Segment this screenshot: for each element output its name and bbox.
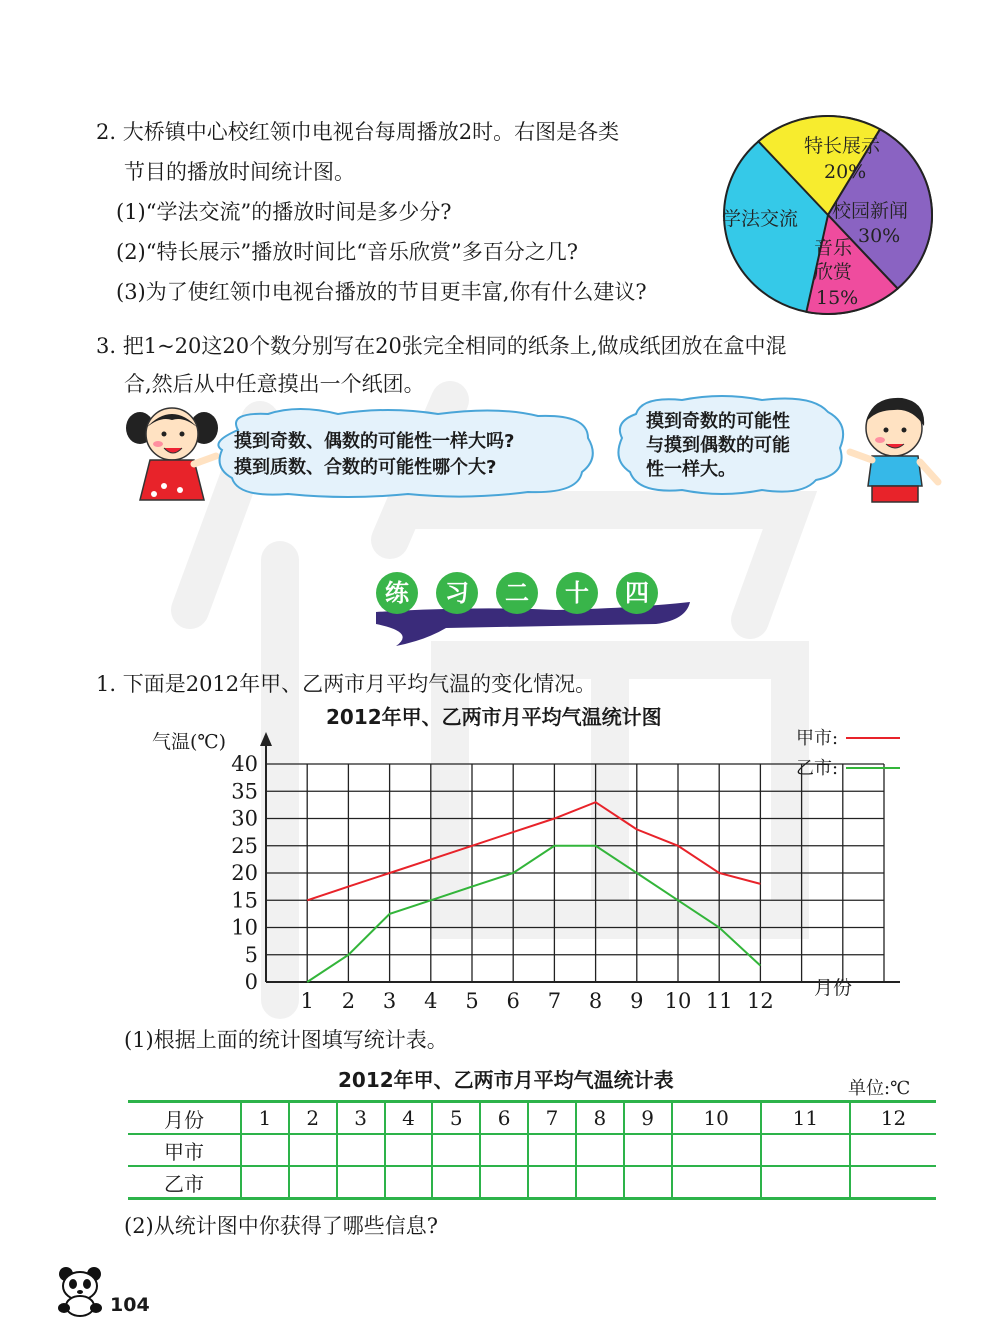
table-blank-cell[interactable] xyxy=(672,1166,761,1199)
table-blank-cell[interactable] xyxy=(241,1166,289,1199)
x-tick-label: 4 xyxy=(424,989,438,1013)
table-header-cell: 5 xyxy=(432,1102,480,1135)
table-header-cell: 4 xyxy=(385,1102,433,1135)
y-tick-label: 10 xyxy=(231,915,258,940)
boy-bubble-line2: 与摸到偶数的可能 xyxy=(646,435,790,456)
x-tick-label: 9 xyxy=(630,989,644,1013)
table-row-label: 甲市 xyxy=(128,1134,241,1166)
pie-label-yinyue-2: 欣赏 xyxy=(814,261,853,283)
table-header-cell: 10 xyxy=(672,1102,761,1135)
table-blank-cell[interactable] xyxy=(528,1166,576,1199)
pie-label-xiaoyuan-2: 30% xyxy=(858,225,901,247)
table-blank-cell[interactable] xyxy=(241,1134,289,1166)
table-row-yi xyxy=(128,1166,936,1199)
boy-bubble-line3: 性一样大。 xyxy=(646,459,736,480)
table-header-cell: 3 xyxy=(337,1102,385,1135)
table-blank-cell[interactable] xyxy=(672,1134,761,1166)
y-tick-label: 30 xyxy=(231,806,258,831)
legend-label-yi: 乙市: xyxy=(796,758,839,779)
page-number: 104 xyxy=(110,1294,150,1316)
q2-line2: 节目的播放时间统计图。 xyxy=(124,160,355,184)
x-tick-label: 12 xyxy=(747,989,774,1013)
pie-chart xyxy=(718,112,938,318)
banner-char-4: 十 xyxy=(556,572,598,614)
table-blank-cell[interactable] xyxy=(528,1134,576,1166)
ex1-sub2: (2)从统计图中你获得了哪些信息? xyxy=(124,1214,439,1238)
q2-line1: 2. 大桥镇中心校红领巾电视台每周播放2时。右图是各类 xyxy=(96,120,620,144)
banner-char-1: 练 xyxy=(376,572,418,614)
table-blank-cell[interactable] xyxy=(576,1134,624,1166)
table-title: 2012年甲、乙两市月平均气温统计表 xyxy=(338,1068,674,1092)
girl-speech-bubble xyxy=(208,408,600,500)
girl-bubble-line1: 摸到奇数、偶数的可能性一样大吗? xyxy=(234,431,515,452)
chart-x-ticks xyxy=(301,989,774,1013)
table-header-cell: 1 xyxy=(241,1102,289,1135)
x-tick-label: 6 xyxy=(506,989,520,1013)
table-blank-cell[interactable] xyxy=(480,1134,528,1166)
pie-label-xiaoyuan-1: 校园新闻 xyxy=(832,200,909,222)
table-blank-cell[interactable] xyxy=(337,1134,385,1166)
q2-sub3: (3)为了使红领巾电视台播放的节目更丰富,你有什么建议? xyxy=(116,280,647,304)
table-blank-cell[interactable] xyxy=(480,1166,528,1199)
table-header-cell: 6 xyxy=(480,1102,528,1135)
x-tick-label: 2 xyxy=(341,989,356,1013)
table-blank-cell[interactable] xyxy=(432,1166,480,1199)
table-blank-cell[interactable] xyxy=(624,1166,672,1199)
x-tick-label: 10 xyxy=(664,989,692,1013)
x-tick-label: 1 xyxy=(300,989,314,1013)
q3-line1: 3. 把1~20这20个数分别写在20张完全相同的纸条上,做成纸团放在盒中混 xyxy=(96,334,787,358)
x-tick-label: 7 xyxy=(547,989,562,1013)
y-tick-label: 35 xyxy=(231,779,258,804)
x-tick-label: 3 xyxy=(382,989,397,1013)
table-blank-cell[interactable] xyxy=(850,1166,936,1199)
series-line-jia xyxy=(307,802,760,900)
chart-title: 2012年甲、乙两市月平均气温统计图 xyxy=(326,705,662,729)
ex1-sub1: (1)根据上面的统计图填写统计表。 xyxy=(124,1028,448,1052)
table-header-cell: 7 xyxy=(528,1102,576,1135)
q2-sub2: (2)“特长展示”播放时间比“音乐欣赏”多百分之几? xyxy=(116,240,578,264)
q3-line2: 合,然后从中任意摸出一个纸团。 xyxy=(124,372,425,396)
chart-ylabel: 气温(℃) xyxy=(152,731,227,753)
chart-xlabel: 月份 xyxy=(814,977,853,999)
x-tick-label: 5 xyxy=(465,989,479,1013)
table-row-jia xyxy=(128,1134,936,1166)
q2-sub1: (1)“学法交流”的播放时间是多少分? xyxy=(116,200,452,224)
table-blank-cell[interactable] xyxy=(576,1166,624,1199)
y-tick-label: 0 xyxy=(244,970,258,994)
y-tick-label: 25 xyxy=(231,833,258,858)
section-banner xyxy=(376,572,666,614)
y-tick-label: 40 xyxy=(231,752,258,776)
table-blank-cell[interactable] xyxy=(432,1134,480,1166)
temperature-line-chart xyxy=(140,700,900,1020)
pie-label-yinyue-1: 音乐 xyxy=(814,237,853,259)
pie-label-techang-1: 特长展示 xyxy=(804,135,881,157)
table-header-cell: 11 xyxy=(761,1102,850,1135)
pie-label-techang-2: 20% xyxy=(824,161,867,183)
table-header-cell: 8 xyxy=(576,1102,624,1135)
x-tick-label: 11 xyxy=(705,989,733,1013)
ex1-intro: 1. 下面是2012年甲、乙两市月平均气温的变化情况。 xyxy=(96,672,597,696)
table-blank-cell[interactable] xyxy=(761,1166,850,1199)
table-header-cell: 9 xyxy=(624,1102,672,1135)
table-blank-cell[interactable] xyxy=(337,1166,385,1199)
y-tick-label: 5 xyxy=(244,942,258,967)
girl-bubble-line2: 摸到质数、合数的可能性哪个大? xyxy=(234,457,497,478)
legend-label-jia: 甲市: xyxy=(796,728,839,749)
table-header-row xyxy=(128,1102,936,1135)
table-header-cell: 月份 xyxy=(128,1102,241,1135)
pie-label-yinyue-3: 15% xyxy=(816,287,859,309)
boy-illustration xyxy=(842,392,946,510)
boy-bubble-line1: 摸到奇数的可能性 xyxy=(646,411,790,432)
table-blank-cell[interactable] xyxy=(385,1134,433,1166)
table-blank-cell[interactable] xyxy=(624,1134,672,1166)
table-blank-cell[interactable] xyxy=(289,1134,337,1166)
chart-grid xyxy=(266,764,884,982)
panda-icon xyxy=(52,1262,108,1318)
girl-illustration xyxy=(124,400,220,510)
table-unit: 单位:℃ xyxy=(848,1078,911,1099)
y-tick-label: 20 xyxy=(231,861,258,885)
y-tick-label: 15 xyxy=(231,888,258,913)
table-blank-cell[interactable] xyxy=(289,1166,337,1199)
table-blank-cell[interactable] xyxy=(385,1166,433,1199)
x-tick-label: 8 xyxy=(588,989,603,1013)
banner-char-2: 习 xyxy=(436,572,478,614)
temperature-table xyxy=(128,1100,936,1200)
table-blank-cell[interactable] xyxy=(850,1134,936,1166)
table-blank-cell[interactable] xyxy=(761,1134,850,1166)
pie-label-xuefa: 学法交流 xyxy=(722,208,799,230)
banner-char-3: 二 xyxy=(496,572,538,614)
series-line-yi xyxy=(307,846,760,982)
banner-char-5: 四 xyxy=(616,572,658,614)
table-header-cell: 2 xyxy=(289,1102,337,1135)
y-axis-arrow xyxy=(260,732,272,746)
table-row-label: 乙市 xyxy=(128,1166,241,1199)
table-header-cell: 12 xyxy=(850,1102,936,1135)
chart-y-ticks xyxy=(231,752,258,994)
